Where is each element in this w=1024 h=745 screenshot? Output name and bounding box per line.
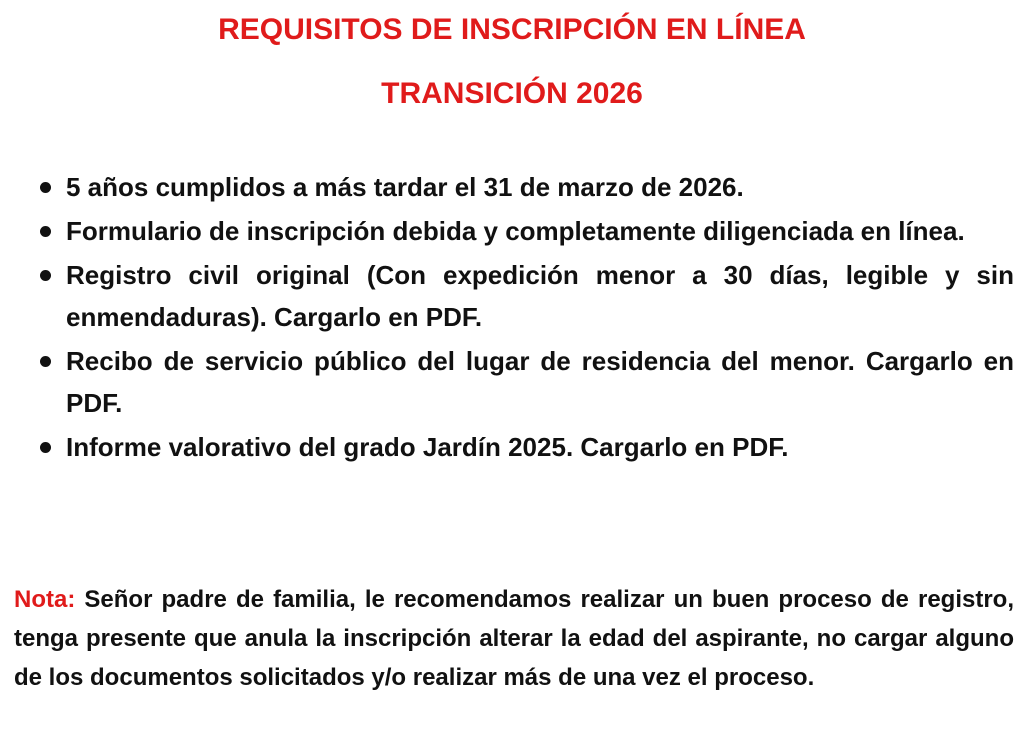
- note-label: Nota:: [14, 586, 76, 613]
- requirement-item: [40, 254, 1014, 338]
- note-text: Señor padre de familia, le recomendamos realizar un buen proceso de registro, tenga presente que anula la inscripción alterar la edad del aspirante, no cargar alguno de los documentos solicitados y/o realizar más de una vez el proceso.: [14, 586, 1014, 691]
- requirement-item: [40, 340, 1014, 424]
- bullet-icon: [40, 166, 58, 208]
- requirement-item: [40, 210, 1014, 252]
- requirement-text: 5 años cumplidos a más tardar el 31 de marzo de 2026.: [66, 172, 744, 202]
- page-title: REQUISITOS DE INSCRIPCIÓN EN LÍNEA: [218, 13, 806, 46]
- bullet-icon: [40, 426, 58, 468]
- bullet-icon: [40, 210, 58, 252]
- requirement-item: [40, 426, 1014, 468]
- requirement-item: [40, 166, 1014, 208]
- note-paragraph: [14, 580, 1014, 697]
- requirement-text: Formulario de inscripción debida y completamente diligenciada en línea.: [66, 216, 965, 246]
- requirement-text: Recibo de servicio público del lugar de residencia del menor. Cargarlo en PDF.: [66, 346, 1014, 418]
- page-subtitle: TRANSICIÓN 2026: [381, 77, 643, 110]
- requirement-text: Registro civil original (Con expedición menor a 30 días, legible y sin enmendaduras). Cargarlo en PDF.: [66, 260, 1014, 332]
- bullet-icon: [40, 340, 58, 382]
- requirement-text: Informe valorativo del grado Jardín 2025. Cargarlo en PDF.: [66, 432, 789, 462]
- requirements-list: [40, 166, 1014, 470]
- bullet-icon: [40, 254, 58, 296]
